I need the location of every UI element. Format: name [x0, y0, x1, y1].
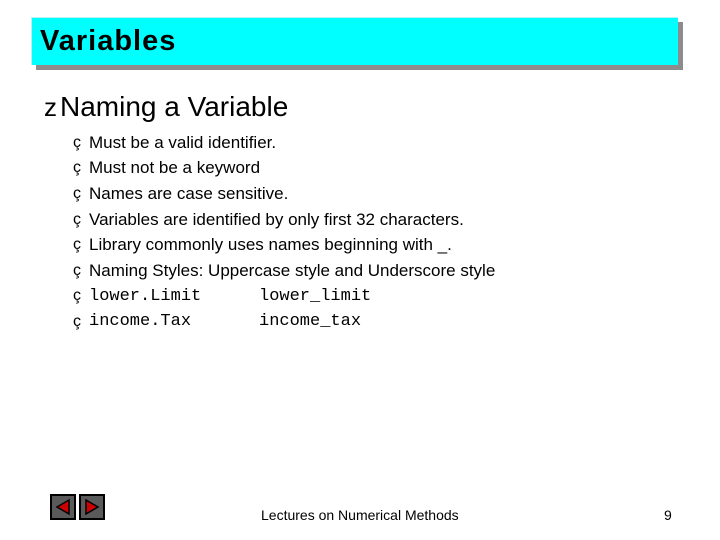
bullet-text: Variables are identified by only first 32 characters. [89, 209, 464, 229]
list-item [73, 232, 495, 258]
bullet-text: Must not be a keyword [89, 158, 261, 178]
triangle-right-icon [83, 498, 101, 516]
triangle-left-icon [54, 498, 72, 516]
list-item [73, 258, 495, 284]
bullet-arrow-icon: ç [73, 184, 81, 202]
bullet-arrow-icon: ç [73, 312, 81, 330]
code-row [73, 284, 495, 310]
code-underscore: income_tax [259, 312, 362, 332]
slide-title: Variables [40, 25, 177, 57]
bullet-list [73, 130, 495, 335]
previous-slide-button[interactable] [50, 494, 76, 520]
list-item [73, 207, 495, 233]
bullet-text: Must be a valid identifier. [89, 132, 277, 152]
bullet-arrow-icon: ç [73, 236, 81, 254]
title-bar [31, 17, 678, 65]
slide-nav [50, 494, 105, 520]
code-camel-case: lower.Limit [89, 286, 202, 306]
code-underscore: lower_limit [259, 286, 372, 306]
bullet-text: Library commonly uses names beginning with _. [89, 235, 452, 255]
list-item [73, 130, 495, 156]
list-item [73, 156, 495, 182]
bullet-arrow-icon: ç [73, 287, 81, 305]
footer-text: Lectures on Numerical Methods [261, 507, 459, 523]
code-row [73, 309, 495, 335]
section-heading [44, 90, 288, 124]
bullet-text: Names are case sensitive. [89, 183, 289, 203]
bullet-arrow-icon: ç [73, 261, 81, 279]
bullet-arrow-icon: ç [73, 133, 81, 151]
heading-bullet-icon: z [44, 92, 57, 122]
next-slide-button[interactable] [79, 494, 105, 520]
bullet-text: Naming Styles: Uppercase style and Underscore style [89, 260, 496, 280]
bullet-arrow-icon: ç [73, 210, 81, 228]
code-camel-case: income.Tax [89, 312, 192, 332]
page-number: 9 [664, 507, 672, 523]
heading-text: Naming a Variable [60, 91, 289, 122]
bullet-arrow-icon: ç [73, 159, 81, 177]
list-item [73, 181, 495, 207]
